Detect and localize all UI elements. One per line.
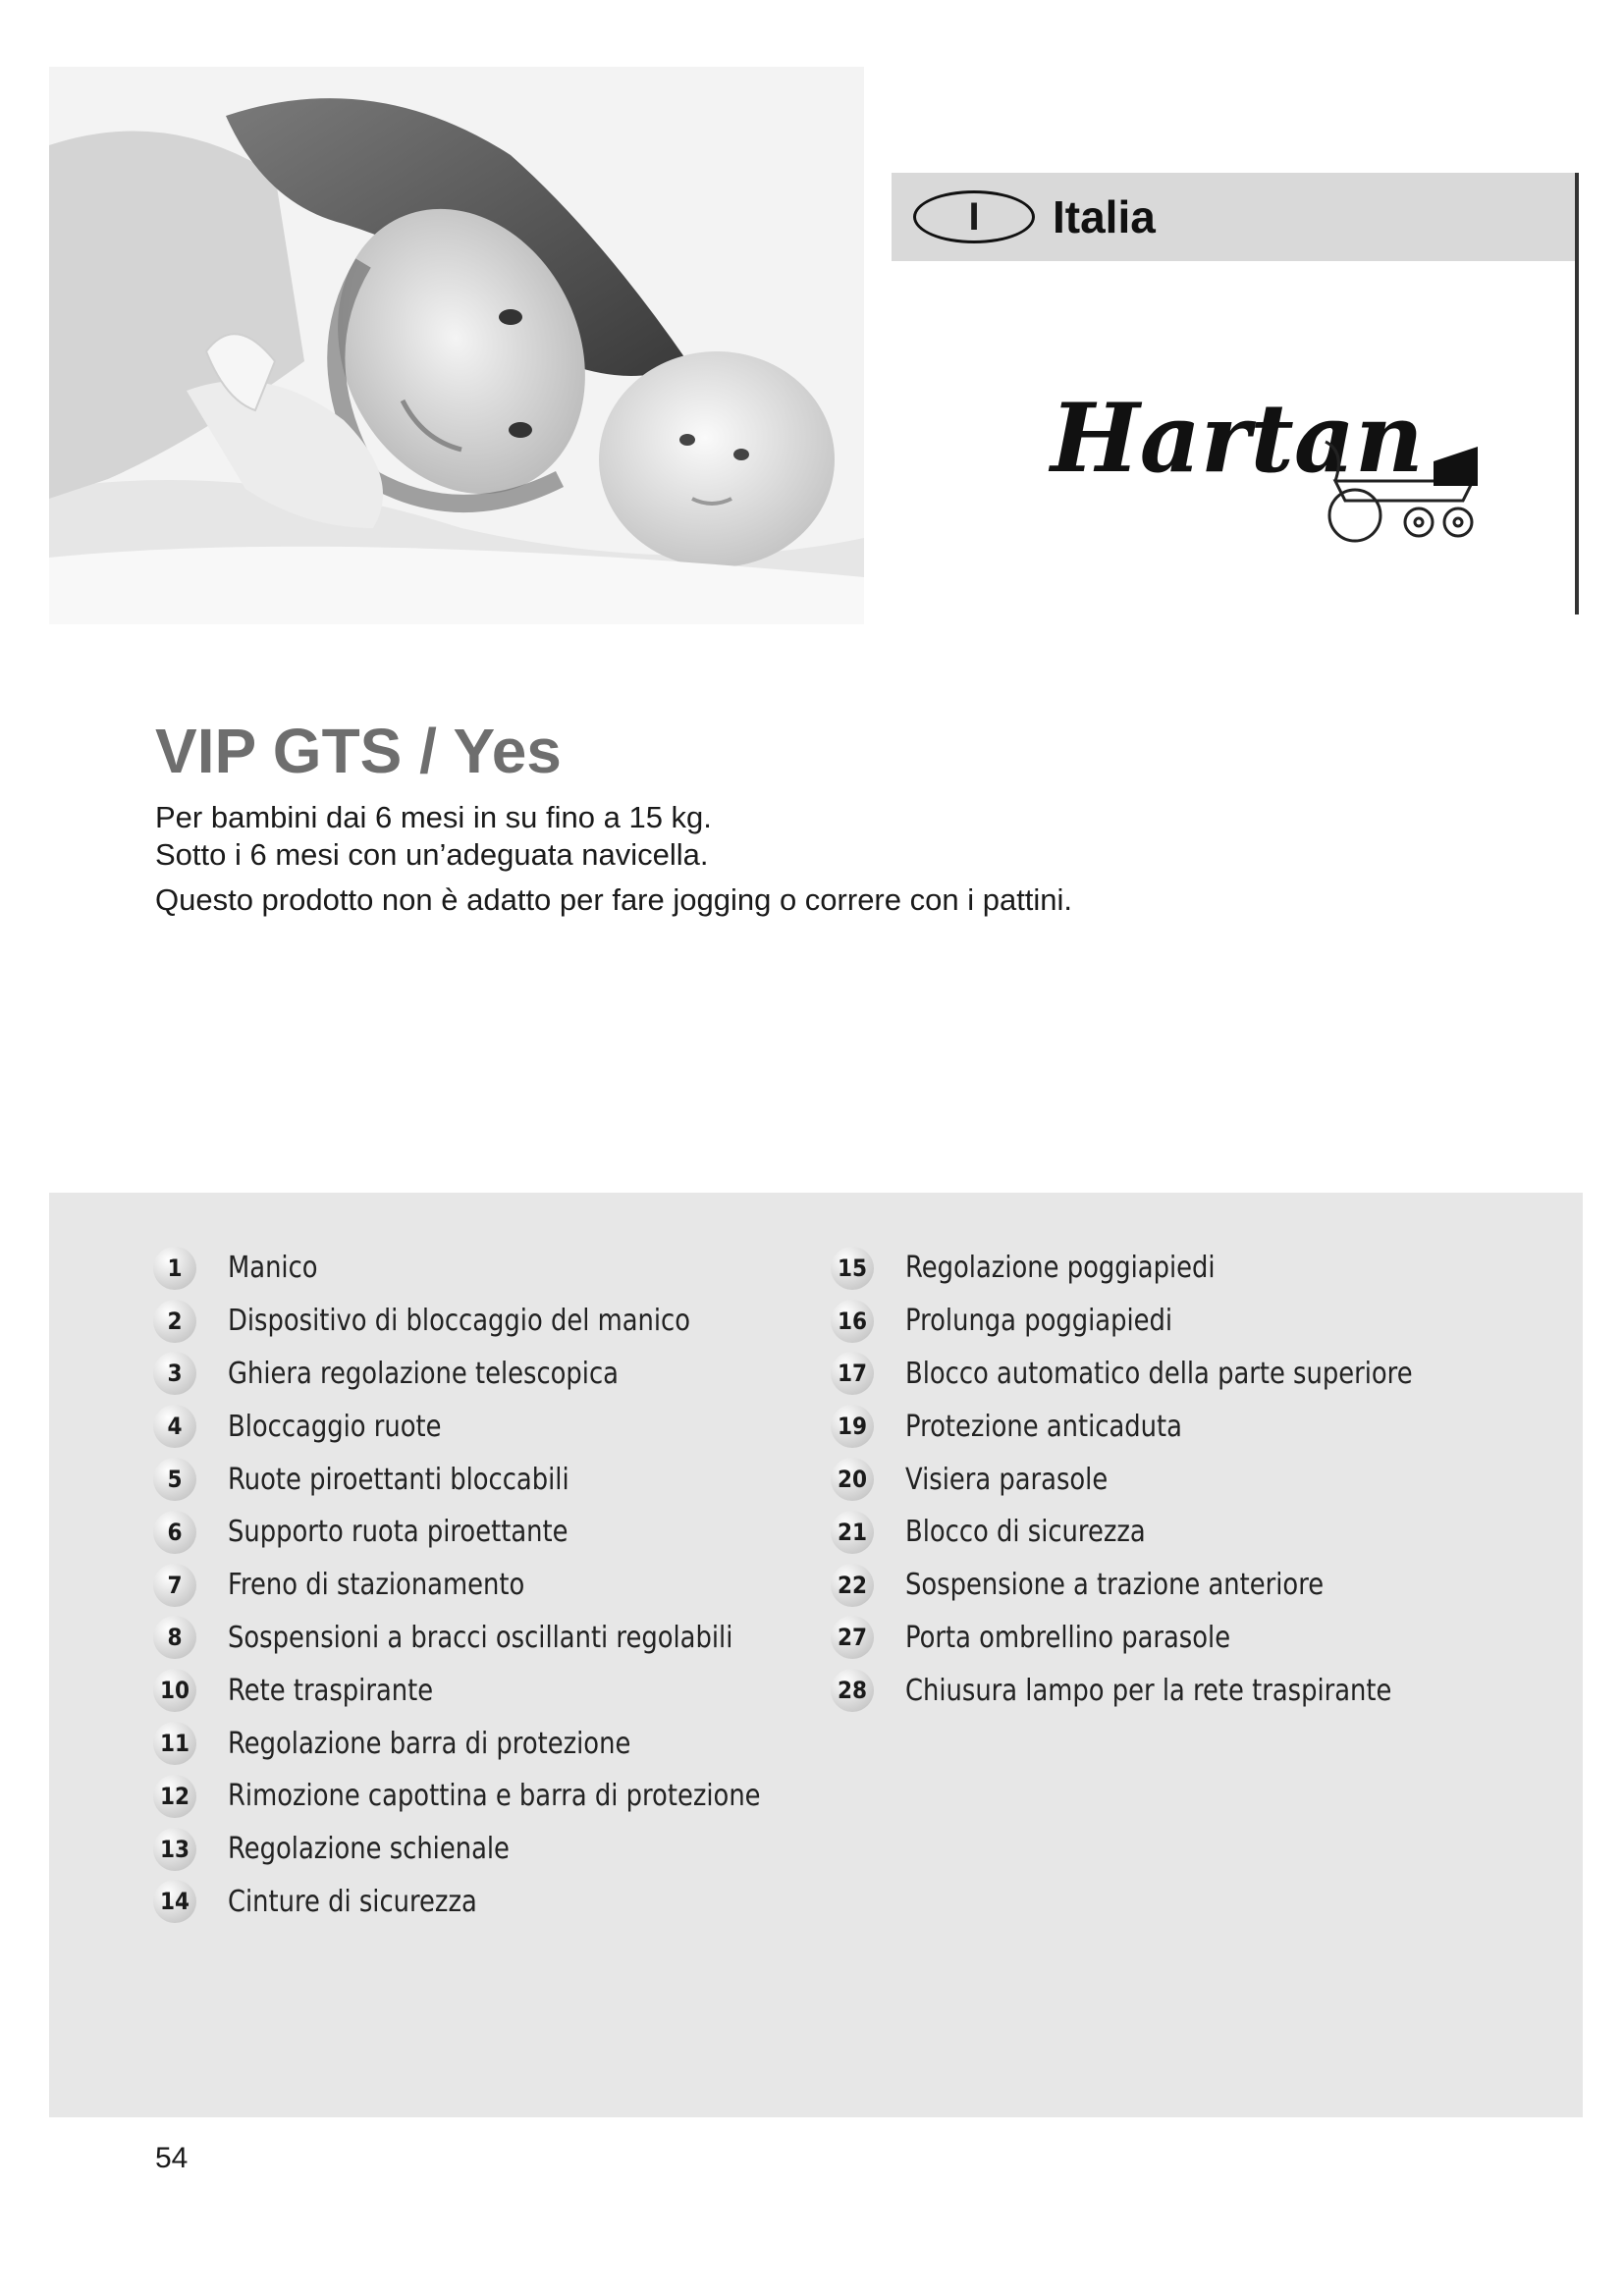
item-number-badge: 15 <box>831 1247 874 1290</box>
item-label: Ghiera regolazione telescopica <box>228 1356 619 1391</box>
list-item <box>153 1295 847 1348</box>
item-label: Supporto ruota piroettante <box>228 1515 568 1550</box>
list-item <box>831 1664 1495 1717</box>
item-label: Blocco automatico della parte superiore <box>905 1356 1413 1391</box>
item-number-badge: 28 <box>831 1669 874 1712</box>
list-item <box>153 1612 847 1665</box>
item-number-badge: 7 <box>153 1564 196 1607</box>
item-label: Sospensioni a bracci oscillanti regolabili <box>228 1620 733 1655</box>
item-label: Sospensione a trazione anteriore <box>905 1568 1325 1603</box>
item-number-badge: 5 <box>153 1458 196 1501</box>
item-number-badge: 16 <box>831 1300 874 1343</box>
parts-list-panel <box>49 1193 1583 2117</box>
list-item <box>831 1348 1495 1401</box>
language-bar <box>892 173 1579 261</box>
item-number-badge: 14 <box>153 1880 196 1923</box>
item-label: Rete traspirante <box>228 1673 434 1708</box>
item-number-badge: 27 <box>831 1616 874 1659</box>
intro-line-warning: Questo prodotto non è adatto per fare jogging o correre con i pattini. <box>155 882 1073 917</box>
item-number-badge: 10 <box>153 1669 196 1712</box>
item-label: Prolunga poggiapiedi <box>905 1304 1173 1339</box>
item-number-badge: 20 <box>831 1458 874 1501</box>
item-label: Chiusura lampo per la rete traspirante <box>905 1673 1392 1708</box>
item-number-badge: 8 <box>153 1616 196 1659</box>
item-number-badge: 12 <box>153 1775 196 1818</box>
list-item <box>153 1717 847 1770</box>
hartan-logo <box>1041 353 1492 550</box>
item-number-badge: 2 <box>153 1300 196 1343</box>
list-item <box>153 1506 847 1559</box>
item-label: Protezione anticaduta <box>905 1409 1182 1444</box>
photo-illustration <box>49 67 864 624</box>
item-number-badge: 4 <box>153 1405 196 1448</box>
intro-line-age: Per bambini dai 6 mesi in su fino a 15 kg. <box>155 800 712 834</box>
list-item <box>831 1612 1495 1665</box>
parts-list-right <box>831 1242 1495 1717</box>
item-number-badge: 1 <box>153 1247 196 1290</box>
list-item <box>153 1400 847 1453</box>
list-item <box>831 1453 1495 1506</box>
list-item <box>831 1559 1495 1612</box>
right-edge-rule <box>1575 173 1579 614</box>
item-number-badge: 22 <box>831 1564 874 1607</box>
item-label: Freno di stazionamento <box>228 1568 525 1603</box>
item-label: Manico <box>228 1251 318 1286</box>
item-label: Visiera parasole <box>905 1462 1109 1497</box>
item-number-badge: 19 <box>831 1405 874 1448</box>
list-item <box>831 1506 1495 1559</box>
intro-text <box>155 799 1072 919</box>
product-title: VIP GTS / Yes <box>155 716 562 786</box>
item-number-badge: 13 <box>153 1828 196 1871</box>
mother-baby-photo <box>49 67 864 624</box>
item-number-badge: 21 <box>831 1511 874 1554</box>
list-item <box>153 1348 847 1401</box>
list-item <box>831 1242 1495 1295</box>
item-label: Regolazione poggiapiedi <box>905 1251 1216 1286</box>
item-label: Blocco di sicurezza <box>905 1515 1146 1550</box>
hartan-logo-graphic <box>1041 353 1492 550</box>
item-label: Ruote piroettanti bloccabili <box>228 1462 569 1497</box>
list-item <box>153 1453 847 1506</box>
item-label: Dispositivo di bloccaggio del manico <box>228 1304 691 1339</box>
item-number-badge: 11 <box>153 1722 196 1765</box>
list-item <box>153 1876 847 1929</box>
list-item <box>153 1559 847 1612</box>
item-label: Porta ombrellino parasole <box>905 1620 1231 1655</box>
page-number: 54 <box>155 2142 189 2174</box>
item-number-badge: 3 <box>153 1352 196 1395</box>
item-label: Rimozione capottina e barra di protezione <box>228 1779 761 1814</box>
list-item <box>153 1242 847 1295</box>
item-label: Bloccaggio ruote <box>228 1409 442 1444</box>
list-item <box>153 1770 847 1823</box>
language-code: I <box>968 194 980 239</box>
list-item <box>831 1295 1495 1348</box>
list-item <box>153 1664 847 1717</box>
item-label: Cinture di sicurezza <box>228 1884 477 1919</box>
parts-list-left <box>153 1242 847 1928</box>
intro-line-carrycot: Sotto i 6 mesi con un’adeguata navicella. <box>155 837 709 872</box>
item-label: Regolazione schienale <box>228 1832 510 1867</box>
item-label: Regolazione barra di protezione <box>228 1726 631 1761</box>
item-number-badge: 17 <box>831 1352 874 1395</box>
item-number-badge: 6 <box>153 1511 196 1554</box>
language-name: Italia <box>1053 191 1156 242</box>
list-item <box>831 1400 1495 1453</box>
svg-text:Hartan: Hartan <box>1051 383 1424 494</box>
list-item <box>153 1823 847 1876</box>
language-code-badge <box>913 190 1035 243</box>
